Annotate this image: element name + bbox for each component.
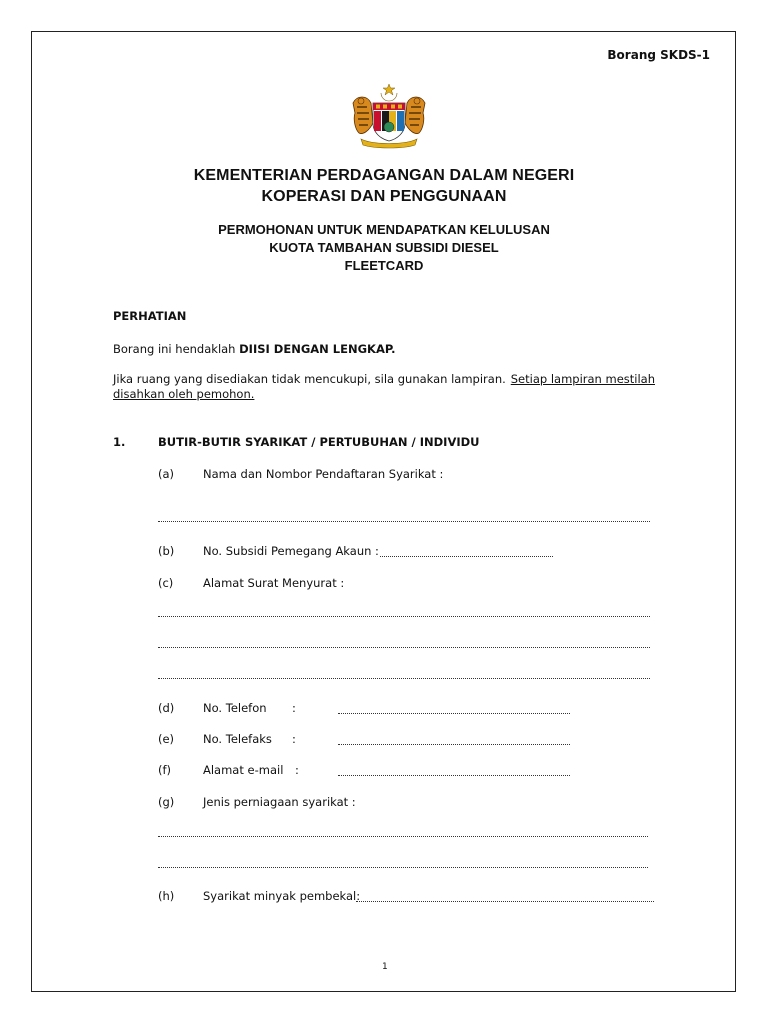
ministry-name-line1: KEMENTERIAN PERDAGANGAN DALAM NEGERI (193, 167, 575, 184)
item-g-letter: (g) (158, 795, 175, 809)
notice-line1-bold: DIISI DENGAN LENGKAP. (239, 342, 396, 356)
subsidy-account-field[interactable] (380, 556, 553, 557)
company-name-field[interactable] (158, 521, 650, 522)
item-b-label: No. Subsidi Pemegang Akaun : (203, 544, 379, 558)
item-g-label: Jenis perniagaan syarikat : (203, 795, 356, 809)
notice-line2 (113, 372, 655, 386)
form-code: Borang SKDS-1 (607, 48, 710, 62)
item-e-label: No. Telefaks (203, 732, 272, 746)
item-f-letter: (f) (158, 763, 172, 777)
item-d-label: No. Telefon (203, 701, 267, 715)
notice-line2-underlined: Setiap lampiran mestilah (510, 372, 655, 386)
oil-supplier-field[interactable] (356, 901, 654, 902)
item-f-colon: : (295, 763, 299, 777)
address-field-line3[interactable] (158, 678, 650, 679)
item-a-letter: (a) (158, 467, 175, 481)
business-type-field-line1[interactable] (158, 836, 648, 837)
notice-line1 (113, 342, 396, 356)
item-b-letter: (b) (158, 544, 175, 558)
notice-line1-prefix: Borang ini hendaklah (113, 342, 236, 356)
email-field[interactable] (338, 775, 570, 776)
address-field-line2[interactable] (158, 647, 650, 648)
item-f-label: Alamat e-mail (203, 763, 284, 777)
item-d-colon: : (292, 701, 296, 715)
section1-title: BUTIR-BUTIR SYARIKAT / PERTUBUHAN / INDIVIDU (158, 435, 480, 449)
item-c-label: Alamat Surat Menyurat : (203, 576, 345, 590)
notice-line3: disahkan oleh pemohon. (113, 387, 255, 401)
application-title-line2: KUOTA TAMBAHAN SUBSIDI DIESEL (269, 240, 499, 255)
page-number: 1 (382, 962, 388, 972)
item-h-letter: (h) (158, 889, 175, 903)
application-title-line1: PERMOHONAN UNTUK MENDAPATKAN KELULUSAN (218, 222, 550, 237)
fax-field[interactable] (338, 744, 570, 745)
notice-heading: PERHATIAN (113, 309, 187, 323)
application-title-line3: FLEETCARD (344, 258, 424, 273)
business-type-field-line2[interactable] (158, 867, 648, 868)
item-a-label: Nama dan Nombor Pendaftaran Syarikat : (203, 467, 444, 481)
address-field-line1[interactable] (158, 616, 650, 617)
item-c-letter: (c) (158, 576, 174, 590)
phone-field[interactable] (338, 713, 570, 714)
ministry-name-line2: KOPERASI DAN PENGGUNAAN (261, 188, 507, 205)
section1-number: 1. (113, 435, 126, 449)
item-d-letter: (d) (158, 701, 175, 715)
item-h-label: Syarikat minyak pembekal: (203, 889, 361, 903)
malaysia-coat-of-arms-icon (347, 83, 431, 149)
item-e-colon: : (292, 732, 296, 746)
item-e-letter: (e) (158, 732, 175, 746)
notice-line2-start: Jika ruang yang disediakan tidak mencukupi, sila gunakan lampiran. (113, 372, 506, 386)
